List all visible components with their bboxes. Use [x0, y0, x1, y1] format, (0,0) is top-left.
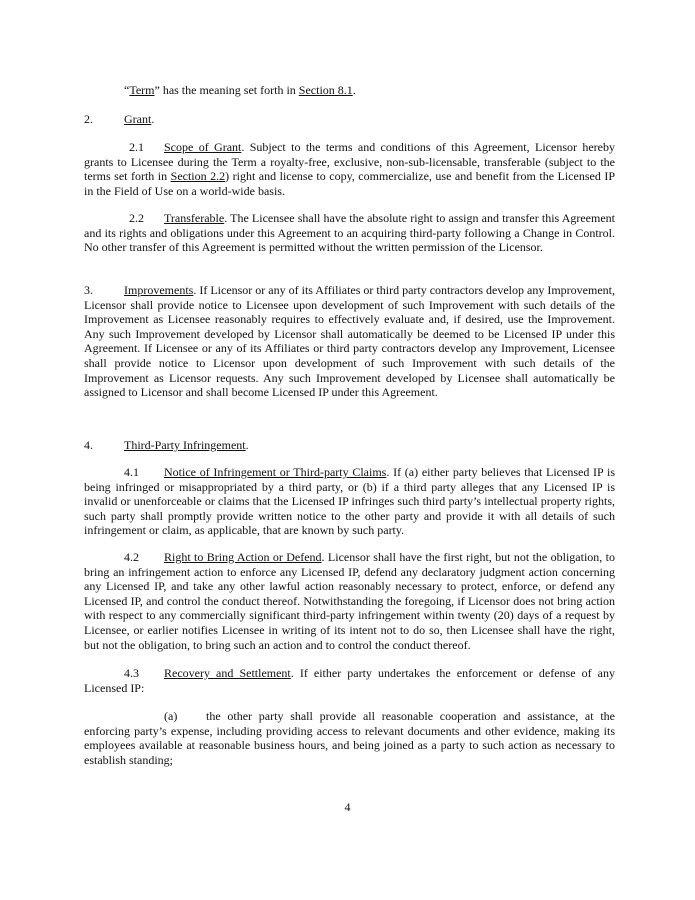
section-4-3-body: . If either party undertakes the enforcement or defense of any Licensed IP:: [84, 666, 615, 695]
section-2-2-body: . The Licensee shall have the absolute right to assign and transfer this Agreement and its rights and obligations under this Agreement to an acquiring third-party following a Change in Control. No other transfer of this Agreement is permitted without the written permission of the Licensor.: [84, 211, 615, 255]
section-4-1-number: 4.1: [124, 465, 139, 479]
section-4-1-body: . If (a) either party believes that Licensed IP is being infringed or misappropriated by a third party, or (b) if a third party alleges that any Licensed IP is invalid or unenforceable or claims that the Licensed IP infringes such third party’s intellectual property rights, such party shall promptly provide written notice to the other party and provide it with all details of such infringement or claim, as applicable, that are known by such party.: [84, 465, 615, 538]
section-2-2-number: 2.2: [129, 211, 144, 225]
section-4-3-a-label: (a): [164, 709, 178, 723]
section-4-number: 4.: [84, 438, 93, 452]
term-definition-end: .: [352, 83, 356, 97]
section-2-title-end: .: [151, 112, 155, 126]
term-word: Term: [129, 83, 155, 97]
section-4-3-heading: Recovery and Settlement: [164, 666, 291, 680]
section-4-3-paragraph: [84, 666, 615, 695]
term-definition-text: has the meaning set forth in: [159, 83, 299, 97]
section-4-title: Third-Party Infringement: [124, 438, 246, 452]
section-2-title: Grant: [124, 112, 152, 126]
section-3-heading: Improvements: [124, 283, 194, 297]
section-4-3-a-body: the other party shall provide all reasonable cooperation and assistance, at the enforcing party’s expense, including providing access to relevant documents and other evidence, making its employees available at reasonable business hours, and being joined as a party to such action as necessary to establish standing;: [84, 709, 615, 767]
section-2-1-paragraph: [84, 140, 615, 198]
section-4-title-end: .: [245, 438, 249, 452]
section-2-number: 2.: [84, 112, 93, 126]
term-definition: “Term” has the meaning set forth in Section 8.1.: [124, 83, 356, 97]
section-3-body: . If Licensor or any of its Affiliates or third party contractors develop any Improvement, Licensor shall provide notice to Licensee upon development of such Improvement with such details of the Improvement as Licensee reasonably requires to effectively evaluate and, if desired, use the Improvement. Any such Improvement developed by Licensor shall automatically be deemed to be Licensed IP under this Agreement. If Licensee or any of its Affiliates or third party contractors develop any Improvement, Licensee shall provide notice to Licensor upon development of such Improvement with such details of the Improvement as Licensor requests. Any such Improvement developed by Licensee shall automatically be assigned to Licensor and shall become Licensed IP under this Agreement.: [84, 283, 615, 400]
section-2-2-heading: Transferable: [164, 211, 225, 225]
section-4-2-number: 4.2: [124, 550, 139, 564]
section-4-2-paragraph: [84, 550, 615, 652]
section-4-heading: [84, 438, 615, 453]
section-2-1-body-b: ) right and license to copy, commercialize, use and benefit from the Licensed IP in the Field of Use on a world-wide basis.: [84, 169, 615, 198]
page-number: 4: [344, 800, 351, 814]
section-3-paragraph: [84, 283, 615, 400]
section-2-2-paragraph: [84, 211, 615, 255]
section-2-1-body-a: . Subject to the terms and conditions of this Agreement, Licensor hereby grants to Licensee during the Term a royalty-free, exclusive, non-sub-licensable, transferable (subject to the terms set forth in: [84, 140, 615, 184]
section-4-1-paragraph: [84, 465, 615, 538]
section-3-number: 3.: [84, 283, 93, 297]
section-2-1-number: 2.1: [129, 140, 144, 154]
section-4-3-number: 4.3: [124, 666, 139, 680]
section-2-2-reference: Section 2.2: [170, 169, 226, 184]
section-2-1-heading: Scope of Grant: [164, 140, 242, 154]
section-4-2-body: . Licensor shall have the first right, but not the obligation, to bring an infringement action to enforce any Licensed IP, defend any declaratory judgment action concerning any Licensed IP, and take any other lawful action reasonably necessary to protect, enforce, or defend any Licensed IP, and control the conduct thereof. Notwithstanding the foregoing, if Licensor does not bring action with respect to any commercially significant third-party infringement within twenty (20) days of a request by Licensee, or earlier notifies Licensee in writing of its intent not to do so, then Licensee shall have the right, but not the obligation, to bring such an action and to control the conduct thereof.: [84, 550, 615, 652]
section-4-1-heading: Notice of Infringement or Third-party Claims: [164, 465, 387, 479]
section-4-3-a-paragraph: [84, 709, 615, 767]
section-8-1-reference: Section 8.1: [298, 83, 353, 97]
section-2-heading: [84, 112, 615, 127]
section-4-2-heading: Right to Bring Action or Defend: [164, 550, 322, 564]
